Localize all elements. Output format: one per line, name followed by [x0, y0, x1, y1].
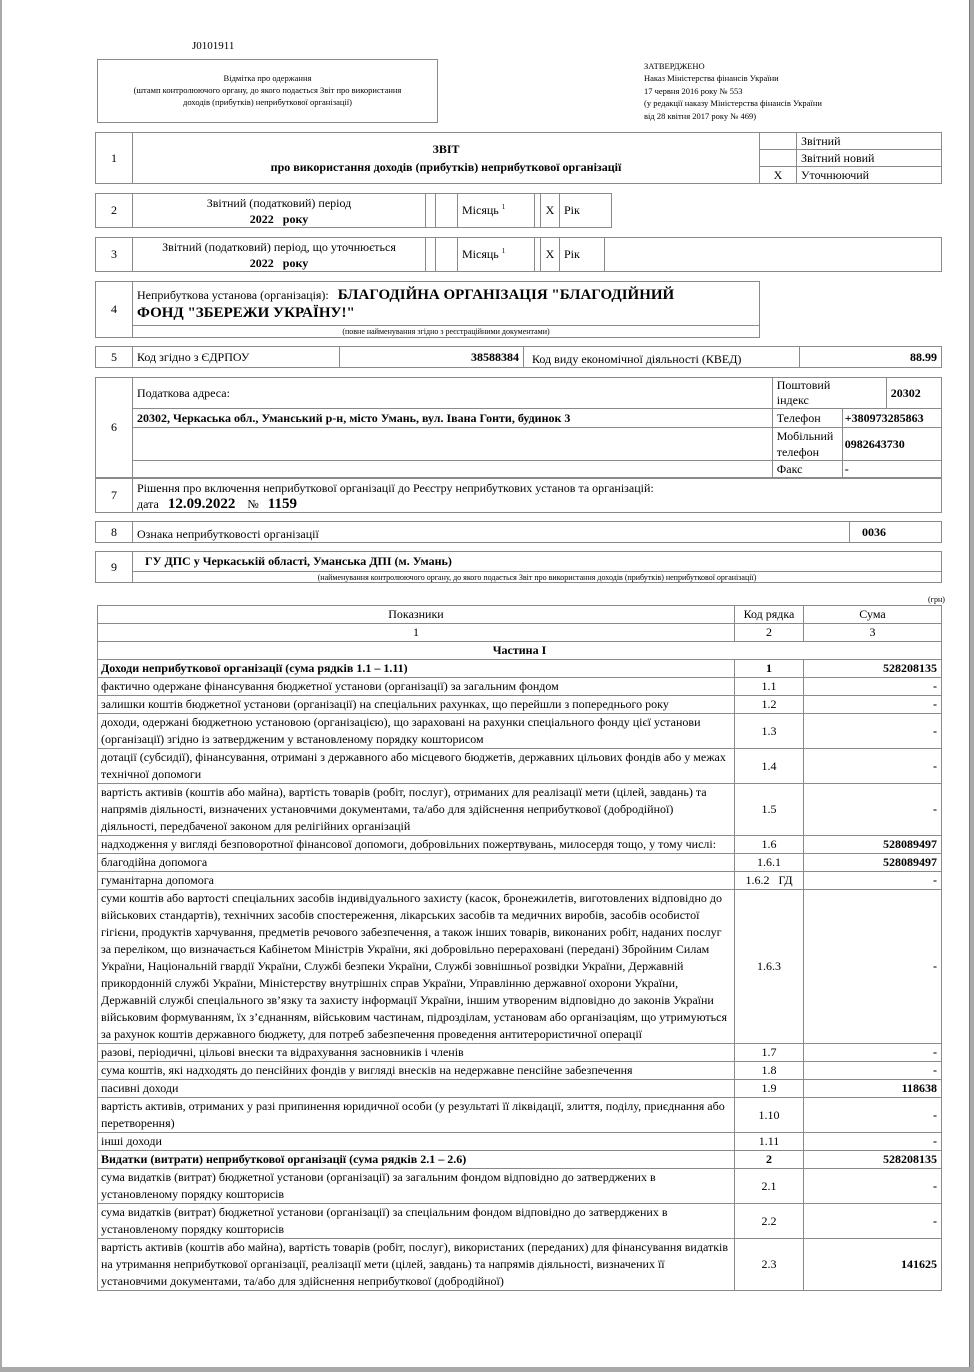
row-sum: -	[804, 749, 942, 784]
row-code: 1.5	[735, 784, 804, 836]
row-sum: -	[804, 1098, 942, 1133]
address-value: 20302, Черкаська обл., Уманський р-н, місто Умань, вул. Івана Гонти, будинок 3	[133, 409, 773, 428]
period-label: Звітний (податковий) період, що уточнюється	[162, 239, 396, 254]
empty-cell	[605, 238, 942, 272]
row-label: сума коштів, які надходять до пенсійних фондів у вигляді внесків на недержавне пенсійне забезпечення	[98, 1062, 735, 1080]
year-label: Рік	[560, 238, 605, 272]
organization-cell	[133, 282, 760, 326]
approval-line: ЗАТВЕРДЖЕНО	[644, 61, 705, 71]
row-label: сума видатків (витрат) бюджетної установи (організації) за спеціальним фондом відповідно до затверджених в установленому порядку кошторисів	[98, 1204, 735, 1239]
table-row	[98, 1080, 942, 1098]
section-9-tax-authority	[95, 551, 942, 583]
period-year: 2022	[249, 255, 274, 270]
empty-cell	[133, 461, 773, 478]
month-label: Місяць	[462, 247, 499, 261]
month-label-cell	[458, 238, 535, 272]
mobile-label-line: телефон	[776, 445, 819, 459]
section-number: 9	[96, 552, 133, 583]
nonprofit-sign-label: Ознака неприбутковості організації	[133, 522, 850, 543]
nonprofit-sign-value: 0036	[850, 522, 942, 543]
table-row	[98, 1204, 942, 1239]
report-title-sub: про використання доходів (прибутків) неприбуткової організації	[270, 160, 622, 174]
table-row	[98, 872, 942, 890]
organization-note: (повне найменування згідно з реєстраційними документами)	[133, 326, 760, 338]
footnote-mark: 1	[501, 203, 506, 211]
organization-label: Неприбуткова установа (організація):	[137, 287, 329, 302]
report-type-label: Звітний	[797, 133, 942, 150]
row-code: 2.1	[735, 1169, 804, 1204]
table-row	[98, 890, 942, 1044]
row-sum: -	[804, 696, 942, 714]
row-code: 1.6.3	[735, 890, 804, 1044]
spacer-cell	[426, 238, 436, 272]
indicators-table	[97, 605, 942, 1291]
form-code: J0101911	[192, 40, 235, 52]
row-label: інші доходи	[98, 1133, 735, 1151]
row-label: благодійна допомога	[98, 854, 735, 872]
month-mark[interactable]	[436, 238, 458, 272]
organization-name-line1: БЛАГОДІЙНА ОРГАНІЗАЦІЯ "БЛАГОДІЙНИЙ	[337, 286, 675, 303]
row-sum: -	[804, 1044, 942, 1062]
fax-label: Факс	[772, 461, 842, 478]
table-row	[98, 696, 942, 714]
row-label: Доходи неприбуткової організації (сума рядків 1.1 – 1.11)	[98, 660, 735, 678]
registry-cell	[133, 479, 942, 513]
approval-line: (у редакції наказу Міністерства фінансів України	[644, 98, 822, 109]
header-row-code: Код рядка	[735, 606, 804, 624]
year-mark[interactable]: X	[541, 238, 560, 272]
edrpou-value: 38588384	[340, 347, 524, 368]
fax-value: -	[842, 461, 941, 478]
mobile-value: 0982643730	[842, 428, 941, 461]
row-code: 1.6.2 ГД	[735, 872, 804, 890]
receipt-stamp-box	[97, 59, 438, 123]
row-sum: 528089497	[804, 836, 942, 854]
period-label: Звітний (податковий) період	[206, 195, 352, 210]
row-code: 1.1	[735, 678, 804, 696]
kved-label: Код виду економічної діяльності (КВЕД)	[524, 347, 800, 368]
spacer-cell	[426, 194, 436, 228]
section-8-nonprofit-sign	[95, 521, 942, 543]
table-row	[98, 714, 942, 749]
table-row	[98, 784, 942, 836]
edrpou-label: Код згідно з ЄДРПОУ	[133, 347, 340, 368]
row-label: вартість активів (коштів або майна), вартість товарів (робіт, послуг), використаних (переданих) для фінансування видатків на утримання неприбуткової організації, реалізації мети (цілей, завдань) та напрямів діяльності, визначених її установчими документами, та/або для здійснення неприбуткової (добродійної)	[98, 1239, 735, 1291]
row-sum: -	[804, 784, 942, 836]
month-label-cell	[458, 194, 535, 228]
approval-line: 17 червня 2016 року № 553	[644, 85, 743, 96]
organization-name-line2: ФОНД "ЗБЕРЕЖИ УКРАЇНУ!"	[137, 304, 355, 321]
table-row	[98, 660, 942, 678]
row-label: дотації (субсидії), фінансування, отримані з державного або місцевого бюджетів, державних цільових фондів або у межах технічної допомоги	[98, 749, 735, 784]
part-title: Частина І	[98, 642, 942, 660]
column-number: 2	[735, 624, 804, 642]
approval-line: Наказ Міністерства фінансів України	[644, 73, 779, 84]
row-code: 1	[735, 660, 804, 678]
period-cell	[133, 238, 426, 272]
registry-label: Рішення про включення неприбуткової організації до Реєстру неприбуткових установ та організацій:	[137, 480, 654, 495]
section-6-address	[95, 377, 942, 478]
stamp-line: Відмітка про одержання	[223, 73, 312, 83]
row-label: фактично одержане фінансування бюджетної установи (організації) за загальним фондом	[98, 678, 735, 696]
row-label: пасивні доходи	[98, 1080, 735, 1098]
table-row	[98, 749, 942, 784]
section-4-organization	[95, 281, 760, 338]
row-sum: -	[804, 1204, 942, 1239]
row-sum: 528208135	[804, 1151, 942, 1169]
section-number: 7	[96, 479, 133, 513]
table-row	[98, 1151, 942, 1169]
mobile-label-line: Мобільний	[776, 429, 834, 443]
report-type-label: Уточнюючий	[797, 167, 942, 184]
spacer-cell	[842, 378, 886, 409]
row-sum: 528208135	[804, 660, 942, 678]
section-number: 6	[96, 378, 133, 478]
footnote-mark: 1	[501, 247, 506, 255]
postal-label: Поштовий індекс	[772, 378, 842, 409]
row-code: 1.9	[735, 1080, 804, 1098]
report-type-mark[interactable]	[760, 133, 797, 150]
row-sum: -	[804, 678, 942, 696]
row-sum: -	[804, 1062, 942, 1080]
row-label: надходження у вигляді безповоротної фінансової допомоги, добровільних пожертвувань, милосердя тощо, у тому числі:	[98, 836, 735, 854]
row-code: 1.10	[735, 1098, 804, 1133]
registry-date: 12.09.2022	[167, 495, 236, 512]
phone-label: Телефон	[772, 409, 842, 428]
section-number: 5	[96, 347, 133, 368]
table-row	[98, 1169, 942, 1204]
row-label: доходи, одержані бюджетною установою (організацією), що зараховані на рахунки спеціального фонду цієї установи (організації) згідно із затвердженим у встановленому порядку кошторисом	[98, 714, 735, 749]
row-code: 2.2	[735, 1204, 804, 1239]
row-label: Видатки (витрати) неприбуткової організації (сума рядків 2.1 – 2.6)	[98, 1151, 735, 1169]
row-sum: 141625	[804, 1239, 942, 1291]
mobile-label	[772, 428, 842, 461]
section-1-report-title	[95, 132, 942, 184]
row-code: 1.7	[735, 1044, 804, 1062]
row-sum: -	[804, 714, 942, 749]
table-row	[98, 1044, 942, 1062]
row-label: сума видатків (витрат) бюджетної установи (організації) за загальним фондом відповідно до затверджених в установленому порядку кошторисів	[98, 1169, 735, 1204]
approval-note	[644, 60, 822, 122]
stamp-line: (штамп контролюючого органу, до якого подається Звіт про використання	[133, 85, 402, 95]
empty-cell	[133, 428, 773, 461]
row-sum: -	[804, 1133, 942, 1151]
row-label: вартість активів (коштів або майна), вартість товарів (робіт, послуг), отриманих для реалізації мети (цілей, завдань) та напрямів діяльності, визначених установчими документами, та/або для здійснення неприбуткової (добродійної) діяльності, передбаченої законом для релігійних організацій	[98, 784, 735, 836]
table-row	[98, 836, 942, 854]
number-label: №	[247, 496, 259, 511]
approval-line: від 28 квітня 2017 року № 469)	[644, 110, 757, 121]
table-row	[98, 1133, 942, 1151]
phone-value: +380973285863	[842, 409, 941, 428]
section-number: 4	[96, 282, 133, 338]
year-label: Рік	[560, 194, 612, 228]
header-indicators: Показники	[98, 606, 735, 624]
table-row	[98, 1062, 942, 1080]
section-number: 1	[96, 133, 133, 184]
month-mark[interactable]	[436, 194, 458, 228]
row-code: 1.6	[735, 836, 804, 854]
row-sum: 528089497	[804, 854, 942, 872]
section-number: 8	[96, 522, 133, 543]
tax-authority-name: ГУ ДПС у Черкаській області, Уманська ДПІ (м. Умань)	[133, 552, 942, 572]
section-5-codes	[95, 346, 942, 368]
row-label: гуманітарна допомога	[98, 872, 735, 890]
row-sum: -	[804, 872, 942, 890]
column-number: 3	[804, 624, 942, 642]
section-3-corrected-period	[95, 237, 942, 272]
report-title-main: ЗВІТ	[432, 142, 460, 156]
table-row	[98, 854, 942, 872]
period-year-suffix: року	[282, 255, 309, 270]
row-code: 1.6.1	[735, 854, 804, 872]
row-code: 2.3	[735, 1239, 804, 1291]
row-code: 1.2	[735, 696, 804, 714]
registry-number: 1159	[267, 495, 297, 512]
address-label: Податкова адреса:	[133, 378, 773, 409]
row-code: 1.8	[735, 1062, 804, 1080]
row-label: залишки коштів бюджетної установи (організації) на спеціальних рахунках, що перейшли з попереднього року	[98, 696, 735, 714]
section-2-period	[95, 193, 612, 228]
date-label: дата	[137, 496, 159, 511]
report-type-mark[interactable]	[760, 150, 797, 167]
section-number: 3	[96, 238, 133, 272]
table-row	[98, 678, 942, 696]
report-title	[133, 133, 760, 184]
row-sum: 118638	[804, 1080, 942, 1098]
row-code: 2	[735, 1151, 804, 1169]
row-code: 1.11	[735, 1133, 804, 1151]
row-sum: -	[804, 1169, 942, 1204]
row-label: вартість активів, отриманих у разі припинення юридичної особи (у результаті її ліквідації, злиття, поділу, приєднання або перетворення)	[98, 1098, 735, 1133]
period-cell	[133, 194, 426, 228]
row-sum: -	[804, 890, 942, 1044]
row-code: 1.4	[735, 749, 804, 784]
report-type-mark[interactable]: X	[760, 167, 797, 184]
document-page	[2, 0, 970, 1367]
tax-authority-note: (найменування контролюючого органу, до якого подається Звіт про використання доходів (прибутків) неприбуткової організації)	[133, 572, 942, 583]
row-label: суми коштів або вартості спеціальних засобів індивідуального захисту (касок, бронежилетів, виготовлених відповідно до військових стандартів), технічних засобів спостереження, лікарських засобів та медичних виробів, засобів особистої гігієни, продуктів харчування, предметів речового забезпечення, а також інших товарів, виконаних робіт, наданих послуг за переліком, що визначається Кабінетом Міністрів України, які добровільно перераховані (передані) Збройним Силам України, Національній гвардії України, Службі безпеки України, Службі зовнішньої розвідки України, Державній прикордонній службі України, Міністерству внутрішніх справ України, Управлінню державної охорони України, Державній службі спеціального зв’язку та захисту інформації України, іншим утвореним відповідно до законів України військовим формуванням, їх з’єднанням, військовим частинам, підрозділам, установам або організаціям, що утримуються за рахунок коштів державного бюджету, для потреб забезпечення проведення антитерористичної операції	[98, 890, 735, 1044]
row-label: разові, періодичні, цільові внески та відрахування засновників і членів	[98, 1044, 735, 1062]
kved-value: 88.99	[800, 347, 942, 368]
month-label: Місяць	[462, 203, 499, 217]
currency-note: (грн)	[928, 595, 945, 604]
table-row	[98, 1098, 942, 1133]
year-mark[interactable]: X	[541, 194, 560, 228]
section-number: 2	[96, 194, 133, 228]
stamp-line: доходів (прибутків) неприбуткової організації)	[183, 97, 352, 107]
header-sum: Сума	[804, 606, 942, 624]
table-row	[98, 1239, 942, 1291]
column-number: 1	[98, 624, 735, 642]
period-year: 2022	[249, 211, 274, 226]
period-year-suffix: року	[282, 211, 309, 226]
row-code: 1.3	[735, 714, 804, 749]
postal-value: 20302	[886, 378, 941, 409]
section-7-registry-decision	[95, 478, 942, 513]
report-type-label: Звітний новий	[797, 150, 942, 167]
